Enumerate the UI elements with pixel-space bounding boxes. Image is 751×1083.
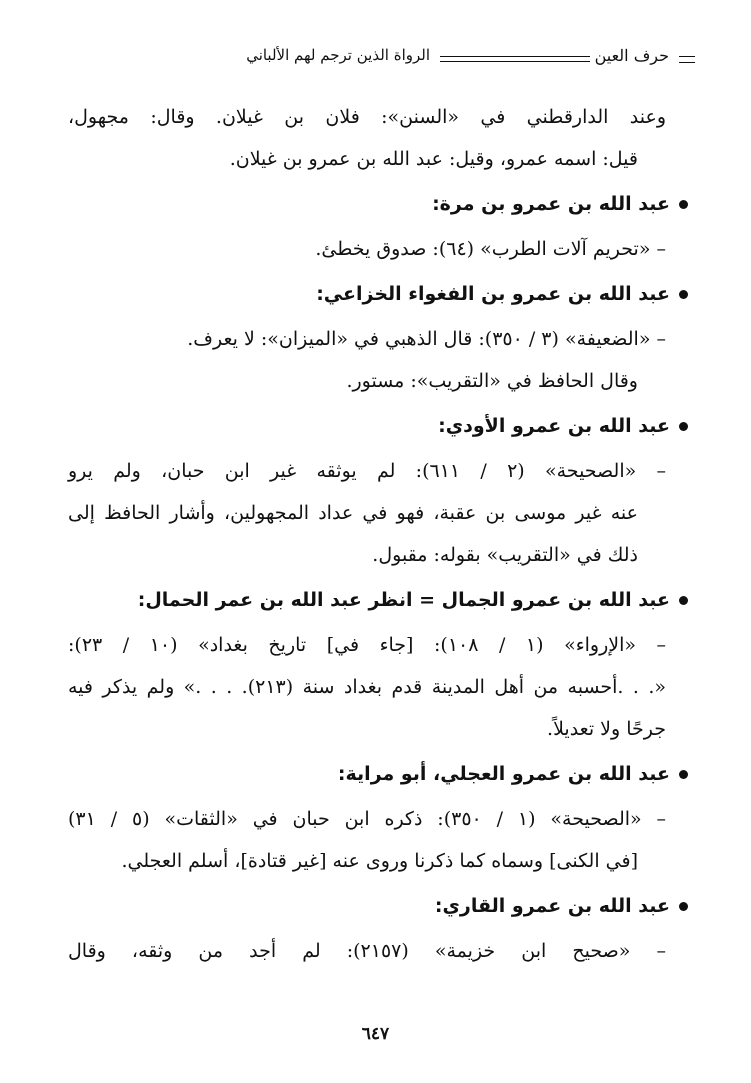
- entry-heading: [68, 402, 688, 450]
- bullet-icon: [679, 770, 688, 779]
- page-body: [68, 96, 688, 972]
- header-book-title: الرواة الذين ترجم لهم الألباني: [246, 46, 430, 64]
- bullet-icon: [679, 290, 688, 299]
- entry-heading: [68, 882, 688, 930]
- text-line: جرحًا ولا تعديلاً.: [547, 718, 666, 740]
- bullet-icon: [679, 200, 688, 209]
- entry-heading: [68, 270, 688, 318]
- header-ornament: [679, 56, 695, 63]
- bullet-icon: [679, 422, 688, 431]
- page-number: ٦٤٧: [361, 1024, 390, 1044]
- entry-heading-text: عبد الله بن عمرو الجمال = انظر عبد الله بن عمر الحمال:: [137, 589, 670, 611]
- entry-heading-text: عبد الله بن عمرو بن مرة:: [432, 193, 670, 215]
- bullet-icon: [679, 902, 688, 911]
- entry-heading-text: عبد الله بن عمرو الأودي:: [438, 415, 670, 437]
- text-line: – «تحريم آلات الطرب» (٦٤): صدوق يخطئ.: [315, 238, 666, 260]
- text-line: وعند الدارقطني في «السنن»: فلان بن غيلان. وقال: مجهول،: [68, 106, 666, 128]
- entry-heading-text: عبد الله بن عمرو بن الفغواء الخزاعي:: [316, 283, 670, 305]
- text-line: – «صحيح ابن خزيمة» (٢١٥٧): لم أجد من وثقه، وقال: [68, 940, 666, 962]
- text-line: – «الصحيحة» (٢ / ٦١١): لم يوثقه غير ابن حبان، ولم يرو: [68, 460, 667, 482]
- entry-heading-text: عبد الله بن عمرو العجلي، أبو مراية:: [337, 763, 670, 785]
- text-line: قيل: اسمه عمرو، وقيل: عبد الله بن عمرو بن غيلان.: [229, 148, 638, 170]
- text-line: – «الضعيفة» (٣ / ٣٥٠): قال الذهبي في «الميزان»: لا يعرف.: [187, 328, 666, 350]
- header-chapter: حرف العين: [594, 46, 669, 65]
- entry-heading: [68, 750, 688, 798]
- entry-heading: [68, 576, 688, 624]
- text-line: [في الكنى] وسماه كما ذكرنا وروى عنه [غير قتادة]، أسلم العجلي.: [121, 850, 638, 872]
- running-header: [45, 38, 695, 78]
- entry-heading-text: عبد الله بن عمرو القاري:: [434, 895, 670, 917]
- bullet-icon: [679, 596, 688, 605]
- header-rule: [440, 56, 590, 62]
- entry-heading: [68, 180, 688, 228]
- text-line: وقال الحافظ في «التقريب»: مستور.: [346, 370, 638, 392]
- text-line: «. . .أحسبه من أهل المدينة قدم بغداد سنة (٢١٣). . . .» ولم يذكر فيه: [68, 676, 666, 698]
- text-line: عنه غير موسى بن عقبة، فهو في عداد المجهولين، وأشار الحافظ إلى: [68, 502, 638, 524]
- text-line: – «الإرواء» (١ / ١٠٨): [جاء في] تاريخ بغداد» (١٠ / ٢٣):: [68, 634, 667, 656]
- text-line: – «الصحيحة» (١ / ٣٥٠): ذكره ابن حبان في «الثقات» (٥ / ٣١): [68, 808, 667, 830]
- text-line: ذلك في «التقريب» بقوله: مقبول.: [372, 544, 638, 566]
